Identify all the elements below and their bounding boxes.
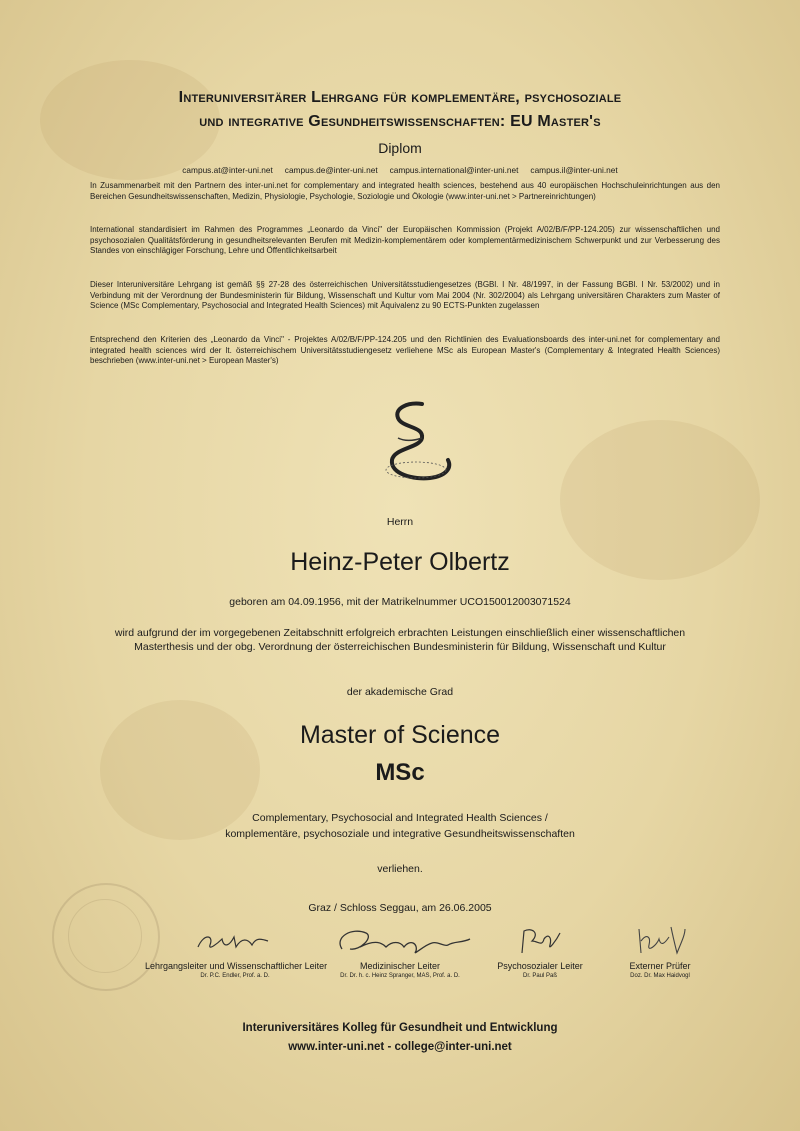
recipient-name: Heinz-Peter Olbertz xyxy=(290,548,510,576)
footer-contact: www.inter-uni.net - college@inter-uni.net xyxy=(288,1041,512,1053)
handwritten-signature-icon xyxy=(190,923,280,959)
paragraph-standardisation: International standardisiert im Rahmen des Programmes „Leonardo da Vinci" der Europäischen Kommission (Projekt A/02/B/F/PP-124.205) zur wissenschaftlichen und psychosozialen Qualitätsförderung in gesundheitsrelevanten Berufen mit Medizin-komplementärem oder komplementärmedizinischem Schwerpunkt und zur Verbesserung des Standes von einschlägiger Forschung, Lehre und Öffentlichkeitsarbeit xyxy=(90,225,720,256)
signature-block-medical-director xyxy=(305,923,495,979)
handwritten-signature-icon xyxy=(510,923,570,959)
degree-field-english: Complementary, Psychosocial and Integrated Health Sciences / xyxy=(252,812,548,824)
footer-institution: Interuniversitäres Kolleg für Gesundheit und Entwicklung xyxy=(242,1022,558,1034)
diploma-title-line1: Interuniversitärer Lehrgang für komplementäre, psychosoziale xyxy=(178,89,622,106)
signature-block-course-director xyxy=(145,923,328,979)
paragraph-european-masters: Entsprechend den Kriterien des „Leonardo da Vinci" - Projektes A/02/B/F/PP-124.205 und den Richtlinien des Evaluationsboards des inter-uni.net for complementary and integrated health sciences wird der lt. österreichischem Universitätsstudiengesetz verliehene MSc als European Master's (Complementary & Integrated Health Sciences) beschrieben (www.inter-uni.net > European Master's) xyxy=(90,335,720,366)
signatory-role: Lehrgangsleiter und Wissenschaftlicher Leiter xyxy=(145,961,328,971)
signatory-role: Psychosozialer Leiter xyxy=(497,961,583,971)
signatory-name: Dr. Paul Paß xyxy=(522,973,557,979)
degree-name: Master of Science xyxy=(299,721,501,749)
inter-uni-logo-icon xyxy=(372,398,456,486)
signatory-name: Doz. Dr. Max Haidvogl xyxy=(630,973,690,979)
handwritten-signature-icon xyxy=(625,923,695,959)
embossed-seal xyxy=(52,883,160,991)
place-and-date: Graz / Schloss Seggau, am 26.06.2005 xyxy=(308,902,492,914)
degree-intro: der akademische Grad xyxy=(346,686,454,698)
email-campus-international: campus.international@inter-uni.net xyxy=(389,165,519,175)
signatory-name: Dr. P.C. Endler, Prof. a. D. xyxy=(200,973,270,979)
conferred-text: verliehen. xyxy=(377,863,423,875)
signature-block-psychosocial-director xyxy=(480,923,600,979)
degree-field xyxy=(0,810,800,842)
email-list xyxy=(90,165,710,175)
degree-field-german: komplementäre, psychosoziale und integrative Gesundheitswissenschaften xyxy=(225,828,575,840)
salutation: Herrn xyxy=(386,516,414,528)
degree-abbreviation: MSc xyxy=(375,759,425,786)
email-campus-de: campus.de@inter-uni.net xyxy=(284,165,378,175)
handwritten-signature-icon xyxy=(320,923,480,959)
email-campus-il: campus.il@inter-uni.net xyxy=(530,165,618,175)
conferral-reason: wird aufgrund der im vorgegebenen Zeitabschnitt erfolgreich erbrachten Leistungen einschließlich einer wissenschaftlichen Masterthesis und der obg. Verordnung der österreichischen Bundesministerin für Bildung, Wissenschaft und Kultur xyxy=(114,627,686,653)
diploma-title-line2: und integrative Gesundheitswissenschaften: EU Master's xyxy=(199,113,601,130)
paragraph-accreditation: Dieser Interuniversitäre Lehrgang ist gemäß §§ 27-28 des österreichischen Universitätsstudiengesetzes (BGBl. I Nr. 48/1997, in der Fassung BGBl. I Nr. 53/2002) und in Verbindung mit der Verordnung der Bundesministerin für Bildung, Wissenschaft und Kultur vom Mai 2004 (Nr. 302/2004) als Lehrgang universitären Charakters zum Master of Science (MSc Complementary, Psychosocial and Integrated Health Sciences) mit Äquivalenz zu 90 ECTS-Punkten zugelassen xyxy=(90,280,720,311)
birth-and-matriculation: geboren am 04.09.1956, mit der Matrikelnummer UCO150012003071524 xyxy=(229,596,571,608)
signatory-name: Dr. Dr. h. c. Heinz Spranger, MAS, Prof. a. D. xyxy=(340,973,460,979)
signatory-role: Externer Prüfer xyxy=(629,961,691,971)
email-campus-at: campus.at@inter-uni.net xyxy=(182,165,273,175)
diploma-subtitle: Diplom xyxy=(378,140,422,156)
signatory-role: Medizinischer Leiter xyxy=(359,961,441,971)
paragraph-partners: In Zusammenarbeit mit den Partnern des inter-uni.net for complementary and integrated health sciences, bestehend aus 40 europäischen Hochschuleinrichtungen aus den Bereichen Gesundheitswissenschaften, Medizin, Physiologie, Psychologie, Soziologie und Ökologie (www.inter-uni.net > Partnereinrichtungen) xyxy=(90,181,720,201)
signature-block-external-examiner xyxy=(605,923,715,979)
